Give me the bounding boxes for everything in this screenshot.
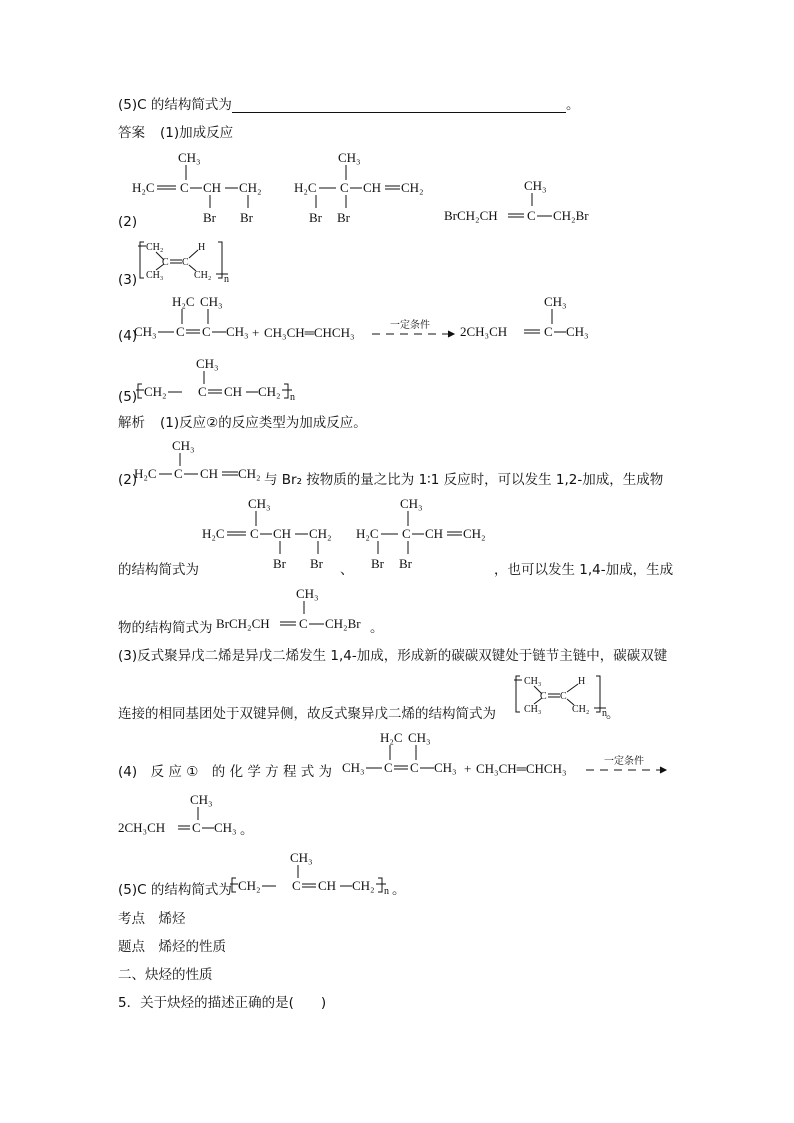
chem-c: C: [544, 324, 553, 339]
answer-1: (1)加成反应: [160, 125, 234, 141]
structure-a: [132, 150, 262, 225]
chem-ch3: CH₃: [214, 820, 237, 835]
answer-2-structures: [130, 150, 770, 230]
chem-brch2ch: BrCH₂CH: [216, 616, 270, 631]
chem-ch2: CH₂: [238, 466, 261, 481]
structure-a: [202, 496, 332, 571]
chem-ch3: CH₃: [134, 324, 157, 339]
chem-ch3: CH₃: [338, 150, 361, 165]
chem-c: C: [410, 760, 419, 775]
chem-ch2: CH₂: [146, 242, 164, 253]
structure-c: [444, 178, 589, 223]
chem-ch3: CH₃: [434, 760, 457, 775]
analysis-4-prefix: (4) 反 应 ① 的 化 学 方 程 式 为: [118, 764, 333, 780]
chem-br: Br: [203, 210, 216, 225]
chem-c: C: [560, 691, 567, 702]
chem-ch2: CH₂: [258, 384, 281, 399]
chem-h: H: [578, 676, 586, 687]
chem-h2c: H₂C: [294, 180, 317, 195]
answer-4-label: (4): [118, 328, 138, 344]
chem-c: C: [340, 180, 349, 195]
chem-c: C: [540, 691, 547, 702]
analysis-2-prefix: (2): [118, 472, 138, 488]
analysis-2-line3-end: 。: [370, 620, 384, 636]
chem-c: C: [162, 257, 169, 268]
reaction-condition: 一定条件: [390, 320, 430, 331]
analysis-2-line2-prefix: 的结构简式为: [118, 562, 199, 578]
analysis-2-isoprene: [132, 436, 272, 482]
chem-c: C: [384, 760, 393, 775]
chem-ch3: CH₃: [146, 270, 164, 281]
chem-ch3: CH₃: [190, 792, 213, 807]
chem-ch2: CH₂: [194, 270, 212, 281]
chem-ch: CH: [273, 526, 292, 541]
chem-product: 2CH₃CH: [118, 820, 166, 835]
chem-ch: CH: [200, 466, 219, 481]
chem-c: C: [299, 616, 308, 631]
analysis-2-14-product: [214, 586, 384, 632]
chem-ch2: CH₂: [309, 526, 332, 541]
chem-ch: CH: [203, 180, 222, 195]
chem-ch3: CH₃: [408, 730, 431, 745]
chem-br: Br: [399, 556, 412, 571]
chem-n: n: [384, 886, 389, 897]
question-5-end: 。: [566, 97, 580, 113]
chem-ch3: CH₃: [248, 496, 271, 511]
analysis-2-line3: 物的结构简式为: [118, 620, 213, 636]
chem-h2c: H₂C: [134, 466, 157, 481]
chem-ch2: CH₂: [144, 384, 167, 399]
chem-c: C: [527, 208, 536, 223]
chem-h3c: H₂C: [380, 730, 403, 745]
answer-2-label: (2): [118, 214, 138, 230]
chem-ch2: CH₂: [572, 704, 590, 715]
chem-h2c: H₂C: [132, 180, 155, 195]
tidian: 题点 烯烃的性质: [118, 939, 226, 955]
chem-n: n: [224, 274, 229, 285]
chem-ch3: CH₃: [566, 324, 589, 339]
chem-ch3: CH₃: [400, 496, 423, 511]
chem-butene: CH₃CH═CHCH₃: [476, 761, 567, 776]
chem-c: C: [182, 257, 189, 268]
chem-ch: CH: [224, 384, 243, 399]
chem-c: C: [202, 324, 211, 339]
chem-ch3: CH₃: [296, 586, 319, 601]
chem-h2c: H₂C: [202, 526, 225, 541]
chem-ch3: CH₃: [196, 356, 219, 371]
chem-br: Br: [310, 556, 323, 571]
chem-c: C: [176, 324, 185, 339]
chem-ch3: CH₃: [200, 294, 223, 309]
chem-ch: CH: [318, 878, 337, 893]
chem-ch2: CH₂: [401, 180, 424, 195]
analysis-5-polymer: [230, 848, 400, 897]
analysis-4-end: 。: [240, 822, 254, 838]
answer-blank: [232, 112, 566, 113]
answer-label: 答案: [118, 125, 145, 141]
chem-butene: CH₃CH═CHCH₃: [264, 325, 355, 340]
chem-br: Br: [309, 210, 322, 225]
chem-ch3: CH₃: [178, 150, 201, 165]
answer-5-label: (5): [118, 389, 138, 405]
chem-c: C: [180, 180, 189, 195]
answer-3-polymer: [136, 238, 236, 284]
chem-br: Br: [240, 210, 253, 225]
structure-b: [294, 150, 424, 225]
chem-ch3: CH₃: [524, 676, 542, 687]
chem-ch2: CH₂: [463, 526, 486, 541]
chem-n: n: [290, 392, 295, 403]
analysis-2-line2-suffix: ，也可以发生 1,4-加成，生成: [494, 562, 674, 578]
chem-n: n: [602, 708, 607, 719]
analysis-2-text: 与 Br₂ 按物质的量之比为 1∶1 反应时，可以发生 1,2-加成，生成物: [264, 472, 664, 488]
question-5-prompt: (5)C 的结构简式为: [118, 97, 232, 113]
reaction-condition: 一定条件: [604, 756, 644, 767]
chem-ch2br: CH₂Br: [325, 616, 361, 631]
kaodian: 考点 烯烃: [118, 911, 186, 927]
chem-ch3: CH₃: [226, 324, 249, 339]
analysis-4-reactants: [342, 728, 682, 778]
chem-ch2: CH₂: [352, 878, 375, 893]
chem-ch3: CH₃: [544, 294, 567, 309]
chem-ch3: CH₃: [524, 704, 542, 715]
chem-c: C: [402, 526, 411, 541]
chem-h: H: [198, 242, 206, 253]
chem-br: Br: [337, 210, 350, 225]
section-2-heading: 二、炔烃的性质: [118, 967, 213, 983]
answer-3-label: (3): [118, 272, 138, 288]
analysis-1: (1)反应②的反应类型为加成反应。: [160, 415, 367, 431]
answer-4-equation: [134, 292, 594, 342]
chem-ch3: CH₃: [290, 850, 313, 865]
chem-ch2br: CH₂Br: [553, 208, 589, 223]
chem-ch2: CH₂: [238, 878, 261, 893]
chem-ch: CH: [425, 526, 444, 541]
chem-plus: +: [252, 325, 260, 340]
analysis-3-line1: (3)反式聚异戊二烯是异戊二烯发生 1,4-加成，形成新的碳碳双键处于链节主链中，碳碳双键: [118, 648, 668, 664]
analysis-4-product: [118, 790, 258, 836]
chem-brch2ch: BrCH₂CH: [444, 208, 498, 223]
analysis-3-end: 。: [606, 706, 620, 722]
chem-h2c: H₂C: [356, 526, 379, 541]
chem-ch3: CH₃: [172, 438, 195, 453]
analysis-5-prefix: (5)C 的结构简式为: [118, 882, 232, 898]
chem-plus: +: [464, 761, 472, 776]
chem-ch3: CH₃: [524, 178, 547, 193]
question-5: 5．关于炔烃的描述正确的是( ): [118, 995, 327, 1011]
chem-ch3: CH₃: [342, 760, 365, 775]
chem-br: Br: [371, 556, 384, 571]
chem-c: C: [198, 384, 207, 399]
chem-c: C: [292, 878, 301, 893]
answer-5-polymer: [136, 354, 306, 403]
analysis-2-separator: 、: [340, 562, 354, 578]
chem-c: C: [250, 526, 259, 541]
analysis-5-end: 。: [392, 882, 406, 898]
structure-b: [356, 496, 486, 571]
chem-ch: CH: [363, 180, 382, 195]
chem-h3c: H₂C: [172, 294, 195, 309]
chem-ch2: CH₂: [239, 180, 262, 195]
chem-product: 2CH₃CH: [460, 324, 508, 339]
chem-c: C: [174, 466, 183, 481]
chem-c: C: [192, 820, 201, 835]
analysis-label: 解析: [118, 415, 145, 431]
chem-br: Br: [273, 556, 286, 571]
analysis-3-line2: 连接的相同基团处于双键异侧，故反式聚异戊二烯的结构简式为: [118, 706, 496, 722]
